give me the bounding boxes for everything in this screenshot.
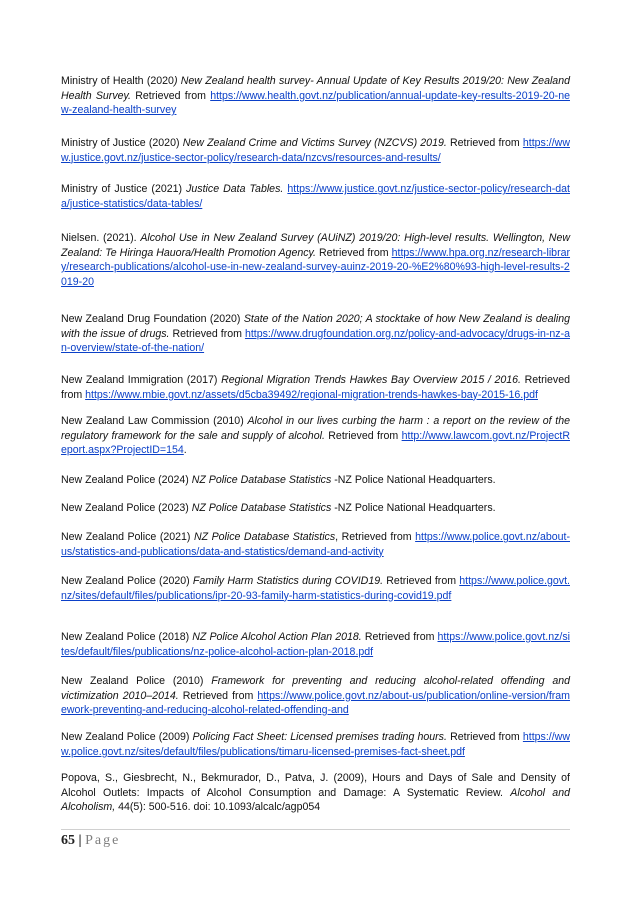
reference-link[interactable]: https://www.hpa.org.nz/research-library/research-publications/alcohol-use-in-new-zealand-survey-auinz-2019-20-%E2%80%93-high-level-results-2019-20 [61, 246, 571, 288]
reference-title: NZ Police Database Statistics [191, 474, 332, 486]
reference-title: NZ Police Database Statistics [193, 531, 336, 543]
reference-title: ) New Zealand health survey- Annual Update of Key Results 2019/20: New Zealand Health Survey. [61, 75, 570, 102]
reference-title: Alcohol and Alcoholism, [61, 786, 570, 813]
footer-divider [61, 829, 570, 830]
reference-retrieval-text: 44(5): 500-516. doi: 10.1093/alcalc/agp054 [115, 801, 321, 813]
reference-title: Framework for preventing and reducing alcohol-related offending and victimization 2010–2014. [61, 675, 571, 702]
reference-entry [61, 501, 570, 516]
reference-link[interactable]: https://www.drugfoundation.org.nz/policy-and-advocacy/drugs-in-nz-an-overview/state-of-the-nation/ [61, 327, 570, 354]
reference-title: Policing Fact Sheet: Licensed premises trading hours. [192, 731, 447, 743]
reference-link[interactable]: https://www.police.govt.nz/sites/default/files/publications/timaru-licensed-premises-fact-sheet.pdf [61, 731, 570, 758]
reference-author-year: New Zealand Police (2009) [61, 731, 193, 743]
page-label: Page [85, 833, 121, 848]
reference-author-year: New Zealand Police (2010) [61, 675, 212, 687]
reference-entry [61, 730, 570, 759]
reference-entry [61, 771, 570, 815]
reference-entry [61, 674, 570, 718]
reference-retrieval-text: Retrieved from [383, 575, 460, 587]
reference-title: NZ Police Alcohol Action Plan 2018. [192, 631, 362, 643]
reference-title: Justice Data Tables. [186, 183, 284, 195]
reference-trailing-punctuation: . [183, 444, 187, 456]
footer-separator: | [75, 833, 86, 848]
reference-entry [61, 312, 570, 356]
reference-author-year: Popova, S., Giesbrecht, N., Bekmurador, D., Patva, J. (2009), Hours and Days of Sale and Density of Alcohol Outlets: Impacts of Alcohol Consumption and Damage: A Systematic Review. [61, 772, 570, 799]
reference-title: NZ Police Database Statistics [191, 502, 332, 514]
reference-entry [61, 473, 570, 488]
reference-link[interactable]: https://www.justice.govt.nz/justice-sector-policy/research-data/nzcvs/resources-and-results/ [61, 137, 570, 164]
reference-author-year: Ministry of Health (2020 [61, 75, 174, 87]
reference-retrieval-text: , Retrieved from [335, 531, 416, 543]
reference-entry [61, 574, 570, 603]
reference-link[interactable]: https://www.police.govt.nz/sites/default/files/publications/nz-police-alcohol-action-plan-2018.pdf [61, 631, 570, 658]
reference-author-year: Ministry of Justice (2020) [61, 137, 183, 149]
reference-retrieval-text: Retrieved from [446, 137, 523, 149]
reference-retrieval-text: -NZ Police National Headquarters. [331, 474, 496, 486]
reference-author-year: New Zealand Immigration (2017) [61, 374, 222, 386]
reference-title: New Zealand Crime and Victims Survey (NZCVS) 2019. [182, 137, 447, 149]
reference-entry [61, 136, 570, 165]
reference-author-year: New Zealand Police (2020) [61, 575, 193, 587]
reference-retrieval-text: Retrieved from [61, 374, 570, 401]
reference-link[interactable]: https://www.health.govt.nz/publication/annual-update-key-results-2019-20-new-zealand-health-survey [61, 89, 570, 116]
reference-entry [61, 74, 570, 118]
reference-entry [61, 373, 570, 402]
reference-author-year: New Zealand Police (2024) [61, 474, 192, 486]
reference-link[interactable]: https://www.mbie.govt.nz/assets/d5cba39492/regional-migration-trends-hawkes-bay-2015-16.pdf [85, 388, 538, 401]
reference-author-year: New Zealand Drug Foundation (2020) [61, 313, 244, 325]
reference-title: State of the Nation 2020; A stocktake of how New Zealand is dealing with the issue of drugs. [61, 313, 570, 340]
reference-author-year: New Zealand Police (2023) [61, 502, 192, 514]
reference-author-year: New Zealand Police (2018) [61, 631, 193, 643]
reference-entry [61, 630, 570, 659]
reference-entry [61, 414, 570, 458]
reference-retrieval-text: Retrieved from [178, 689, 258, 702]
reference-link[interactable]: https://www.police.govt.nz/about-us/statistics-and-publications/data-and-statistics/demand-and-activity [61, 531, 570, 558]
reference-entry [61, 182, 570, 211]
reference-author-year: New Zealand Law Commission (2010) [61, 415, 248, 427]
reference-title: Family Harm Statistics during COVID19. [192, 575, 384, 587]
reference-entry [61, 231, 570, 289]
reference-retrieval-text: Retrieved from [169, 327, 245, 340]
page-number: 65 [61, 833, 75, 848]
reference-author-year: Nielsen. (2021). [61, 232, 141, 244]
reference-retrieval-text: Retrieved from [130, 89, 211, 102]
reference-retrieval-text: Retrieved from [324, 429, 402, 442]
reference-link[interactable]: https://www.police.govt.nz/about-us/publication/online-version/framework-preventing-and-reducing-alcohol-related-offending-and [61, 689, 571, 716]
reference-retrieval-text: -NZ Police National Headquarters. [331, 502, 496, 514]
reference-entry [61, 530, 570, 559]
reference-retrieval-text: Retrieved from [446, 731, 523, 743]
page-footer [61, 833, 120, 849]
reference-author-year: Ministry of Justice (2021) [61, 183, 187, 195]
reference-link[interactable]: https://www.police.govt.nz/sites/default/files/publications/ipr-20-93-family-harm-statistics-during-covid19.pdf [61, 575, 570, 602]
reference-retrieval-text: Retrieved from [316, 246, 392, 259]
reference-title: Alcohol Use in New Zealand Survey (AUiNZ) 2019/20: High-level results. Wellington, New Zealand: Te Hiringa Hauora/Health Promotion Agency. [61, 232, 570, 259]
reference-title: Alcohol in our lives curbing the harm : a report on the review of the regulatory framework for the sale and supply of alcohol. [61, 415, 570, 442]
reference-link[interactable]: https://www.justice.govt.nz/justice-sector-policy/research-data/justice-statistics/data-tables/ [61, 183, 570, 210]
reference-author-year: New Zealand Police (2021) [61, 531, 194, 543]
reference-retrieval-text: Retrieved from [361, 631, 438, 643]
reference-title: Regional Migration Trends Hawkes Bay Overview 2015 / 2016. [221, 374, 521, 386]
reference-link[interactable]: http://www.lawcom.govt.nz/ProjectReport.aspx?ProjectID=154 [61, 429, 570, 456]
